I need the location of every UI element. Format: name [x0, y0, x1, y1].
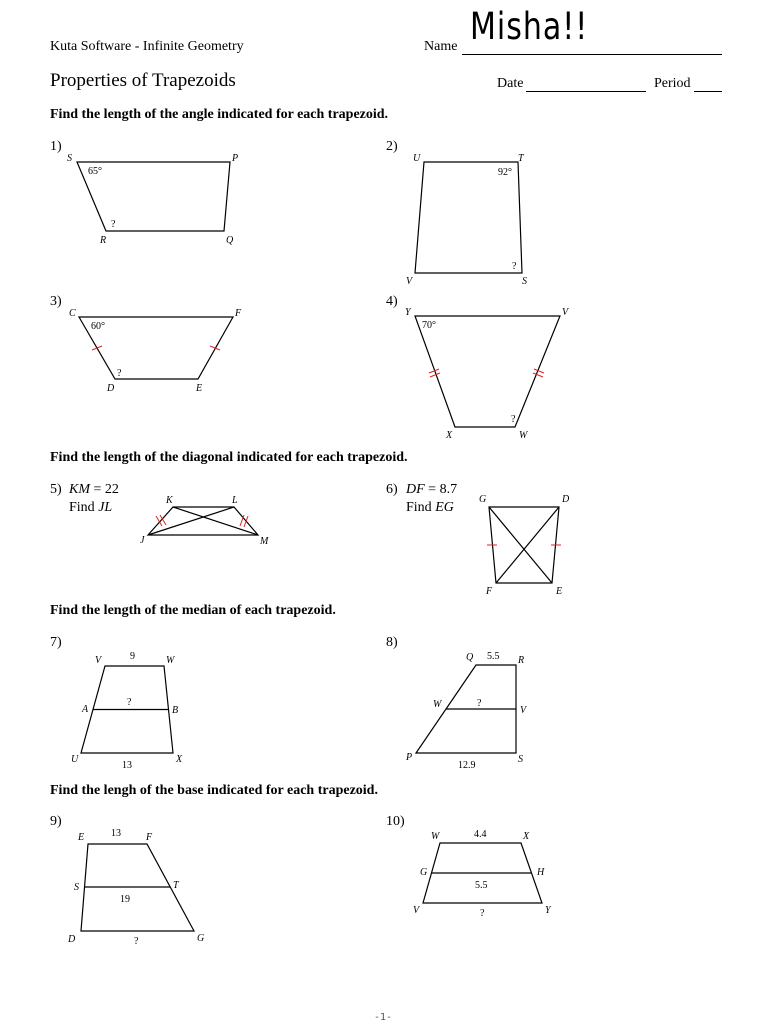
- unknown-label: ?: [117, 368, 122, 379]
- given-var: DF: [406, 482, 425, 497]
- problem-number: 4): [386, 294, 398, 309]
- vertex-label: T: [173, 880, 179, 891]
- section-angles: Find the length of the angle indicated for each trapezoid.: [50, 107, 389, 122]
- problem-number: 8): [386, 635, 398, 650]
- vertex-label: S: [522, 276, 527, 287]
- vertex-label: R: [518, 655, 525, 666]
- vertex-label: B: [172, 705, 179, 716]
- find-var: JL: [98, 500, 113, 515]
- unknown-label: ?: [512, 261, 517, 272]
- angle-label: 60°: [91, 321, 105, 332]
- period-label: Period: [654, 76, 691, 91]
- vertex-label: V: [413, 905, 420, 916]
- vertex-label: V: [520, 705, 527, 716]
- base-length: 12.9: [458, 760, 476, 771]
- name-label: Name: [424, 39, 458, 54]
- vertex-label: G: [479, 494, 487, 505]
- median-length: 5.5: [475, 880, 488, 891]
- given-equation: KM = 22: [69, 482, 119, 497]
- vertex-label: F: [235, 308, 242, 319]
- vertex-label: E: [556, 586, 563, 597]
- vertex-label: D: [562, 494, 570, 505]
- vertex-label: H: [537, 867, 545, 878]
- vertex-label: M: [260, 536, 269, 547]
- vertex-label: V: [95, 655, 102, 666]
- vertex-label: W: [431, 831, 440, 842]
- vertex-label: F: [146, 832, 153, 843]
- unknown-label: ?: [111, 219, 116, 230]
- base-length: 9: [130, 651, 135, 662]
- vertex-label: C: [69, 308, 76, 319]
- vertex-label: D: [107, 383, 115, 394]
- median-length: 19: [120, 894, 130, 905]
- vertex-label: T: [518, 153, 524, 164]
- vertex-label: V: [562, 307, 569, 318]
- vertex-label: S: [67, 153, 72, 164]
- problem-number: 10): [386, 814, 405, 829]
- section-medians: Find the length of the median of each trapezoid.: [50, 603, 336, 618]
- vertex-label: F: [486, 586, 493, 597]
- problem-number: 9): [50, 814, 62, 829]
- vertex-label: G: [197, 933, 205, 944]
- find-var: EG: [435, 500, 454, 515]
- vertex-label: W: [166, 655, 175, 666]
- vertex-label: K: [166, 495, 173, 506]
- unknown-label: ?: [134, 936, 139, 947]
- section-diagonals: Find the length of the diagonal indicated for each trapezoid.: [50, 450, 408, 465]
- vertex-label: W: [433, 699, 442, 710]
- vertex-label: S: [518, 754, 523, 765]
- find-label: Find: [69, 500, 95, 515]
- base-length: 4.4: [474, 829, 487, 840]
- unknown-label: ?: [480, 908, 485, 919]
- vertex-label: Y: [545, 905, 551, 916]
- section-bases: Find the lengh of the base indicated for each trapezoid.: [50, 783, 378, 798]
- vertex-label: E: [78, 832, 85, 843]
- diagonal-ge: [489, 507, 552, 583]
- find-label: Find: [406, 500, 432, 515]
- problem-number: 7): [50, 635, 62, 650]
- vertex-label: U: [71, 754, 79, 765]
- vertex-label: E: [196, 383, 203, 394]
- vertex-label: X: [446, 430, 453, 441]
- given-var: KM: [69, 482, 90, 497]
- trapezoid-4: [415, 316, 560, 427]
- trapezoid-6: [489, 507, 559, 583]
- vertex-label: W: [519, 430, 528, 441]
- vertex-label: X: [176, 754, 183, 765]
- diagonal-df: [496, 507, 559, 583]
- vertex-label: D: [68, 934, 76, 945]
- worksheet-title: Properties of Trapezoids: [50, 70, 236, 91]
- median-length: ?: [477, 698, 482, 709]
- problem-number: 1): [50, 139, 62, 154]
- vertex-label: L: [232, 495, 238, 506]
- vertex-label: U: [413, 153, 421, 164]
- vertex-label: Y: [405, 307, 411, 318]
- vertex-label: R: [100, 235, 107, 246]
- given-value: 8.7: [439, 482, 458, 497]
- vertex-label: P: [406, 752, 413, 763]
- vertex-label: J: [140, 535, 145, 546]
- vertex-label: Q: [466, 652, 474, 663]
- vertex-label: A: [82, 704, 89, 715]
- trapezoid-8: [416, 665, 516, 753]
- problem-number: 3): [50, 294, 62, 309]
- angle-label: 70°: [422, 320, 436, 331]
- vertex-label: S: [74, 882, 79, 893]
- problem-number: 6): [386, 482, 398, 497]
- vertex-label: Q: [226, 235, 234, 246]
- problem-number: 2): [386, 139, 398, 154]
- problem-number: 5): [50, 482, 62, 497]
- vertex-label: G: [420, 867, 428, 878]
- base-length: 13: [122, 760, 132, 771]
- base-length: 13: [111, 828, 121, 839]
- congruence-marks: [92, 346, 561, 545]
- given-equation: DF = 8.7: [406, 482, 458, 497]
- software-name: Kuta Software - Infinite Geometry: [50, 39, 244, 54]
- handwritten-name: Misha!!: [470, 5, 589, 49]
- page-number: -1-: [374, 1012, 393, 1023]
- angle-label: 65°: [88, 166, 102, 177]
- vertex-label: P: [232, 153, 239, 164]
- angle-label: 92°: [498, 167, 512, 178]
- unknown-label: ?: [511, 414, 516, 425]
- median-length: ?: [127, 697, 132, 708]
- trapezoid-2: [415, 162, 522, 273]
- trapezoid-10: [423, 843, 542, 903]
- base-length: 5.5: [487, 651, 500, 662]
- given-value: 22: [104, 482, 119, 497]
- trapezoid-7: [81, 666, 173, 753]
- vertex-label: V: [406, 276, 413, 287]
- date-label: Date: [497, 76, 524, 91]
- vertex-label: X: [523, 831, 530, 842]
